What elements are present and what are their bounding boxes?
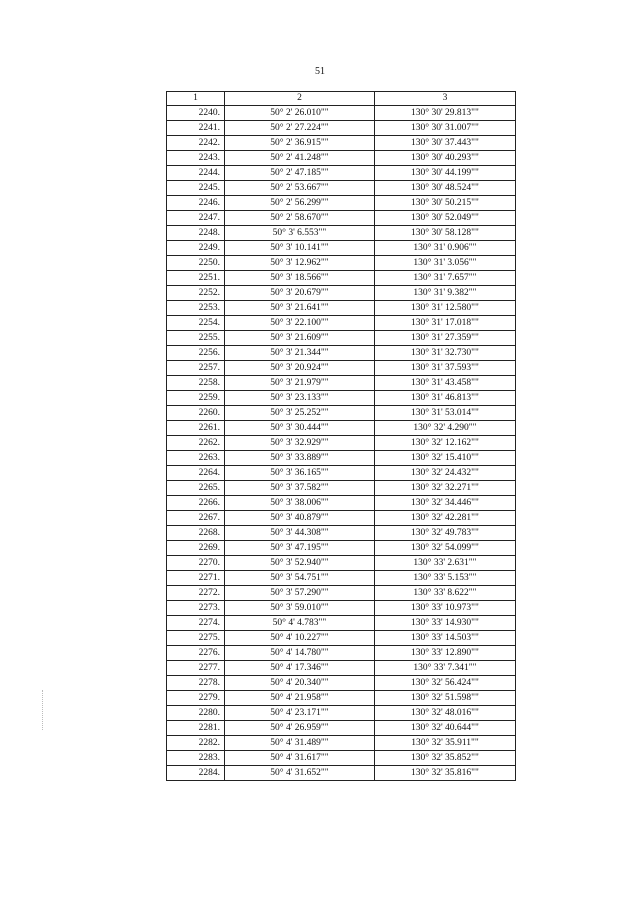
latitude-cell: 50° 3' 21.609"" <box>225 331 375 346</box>
longitude-cell: 130° 31' 37.593"" <box>375 361 516 376</box>
latitude-cell: 50° 2' 47.185"" <box>225 166 375 181</box>
table-row <box>167 661 516 676</box>
longitude-cell: 130° 32' 48.016"" <box>375 706 516 721</box>
longitude-cell: 130° 31' 53.014"" <box>375 406 516 421</box>
longitude-cell: 130° 33' 7.341"" <box>375 661 516 676</box>
point-number-cell: 2261. <box>167 421 225 436</box>
point-number-cell: 2254. <box>167 316 225 331</box>
latitude-cell: 50° 2' 26.010"" <box>225 106 375 121</box>
longitude-cell: 130° 31' 43.458"" <box>375 376 516 391</box>
longitude-cell: 130° 31' 9.382"" <box>375 286 516 301</box>
latitude-cell: 50° 4' 31.652"" <box>225 766 375 781</box>
latitude-cell: 50° 2' 53.667"" <box>225 181 375 196</box>
latitude-cell: 50° 3' 23.133"" <box>225 391 375 406</box>
latitude-cell: 50° 3' 21.979"" <box>225 376 375 391</box>
table-row <box>167 601 516 616</box>
longitude-cell: 130° 32' 35.852"" <box>375 751 516 766</box>
table-row <box>167 121 516 136</box>
point-number-cell: 2273. <box>167 601 225 616</box>
longitude-cell: 130° 32' 42.281"" <box>375 511 516 526</box>
table-row <box>167 286 516 301</box>
latitude-cell: 50° 3' 10.141"" <box>225 241 375 256</box>
table-row <box>167 421 516 436</box>
table-row <box>167 406 516 421</box>
point-number-cell: 2262. <box>167 436 225 451</box>
table-row <box>167 346 516 361</box>
latitude-cell: 50° 3' 22.100"" <box>225 316 375 331</box>
point-number-cell: 2251. <box>167 271 225 286</box>
table-row <box>167 316 516 331</box>
table-row <box>167 211 516 226</box>
longitude-cell: 130° 30' 40.293"" <box>375 151 516 166</box>
latitude-cell: 50° 4' 23.171"" <box>225 706 375 721</box>
point-number-cell: 2270. <box>167 556 225 571</box>
latitude-cell: 50° 2' 36.915"" <box>225 136 375 151</box>
point-number-cell: 2282. <box>167 736 225 751</box>
point-number-cell: 2249. <box>167 241 225 256</box>
latitude-cell: 50° 2' 27.224"" <box>225 121 375 136</box>
latitude-cell: 50° 3' 36.165"" <box>225 466 375 481</box>
point-number-cell: 2276. <box>167 646 225 661</box>
longitude-cell: 130° 31' 0.906"" <box>375 241 516 256</box>
table-row <box>167 586 516 601</box>
table-row <box>167 376 516 391</box>
longitude-cell: 130° 30' 44.199"" <box>375 166 516 181</box>
point-number-cell: 2283. <box>167 751 225 766</box>
table-row <box>167 511 516 526</box>
latitude-cell: 50° 4' 14.780"" <box>225 646 375 661</box>
point-number-cell: 2247. <box>167 211 225 226</box>
table-row <box>167 271 516 286</box>
longitude-cell: 130° 32' 24.432"" <box>375 466 516 481</box>
table-row <box>167 736 516 751</box>
point-number-cell: 2256. <box>167 346 225 361</box>
table-row <box>167 721 516 736</box>
latitude-cell: 50° 4' 4.783"" <box>225 616 375 631</box>
point-number-cell: 2280. <box>167 706 225 721</box>
point-number-cell: 2274. <box>167 616 225 631</box>
column-header-latitude: 2 <box>225 92 375 106</box>
longitude-cell: 130° 33' 5.153"" <box>375 571 516 586</box>
longitude-cell: 130° 31' 27.359"" <box>375 331 516 346</box>
table-row <box>167 541 516 556</box>
point-number-cell: 2278. <box>167 676 225 691</box>
latitude-cell: 50° 4' 31.617"" <box>225 751 375 766</box>
latitude-cell: 50° 3' 20.924"" <box>225 361 375 376</box>
point-number-cell: 2264. <box>167 466 225 481</box>
latitude-cell: 50° 3' 25.252"" <box>225 406 375 421</box>
table-row <box>167 451 516 466</box>
longitude-cell: 130° 32' 54.099"" <box>375 541 516 556</box>
table-header <box>167 92 516 106</box>
point-number-cell: 2267. <box>167 511 225 526</box>
latitude-cell: 50° 4' 21.958"" <box>225 691 375 706</box>
point-number-cell: 2281. <box>167 721 225 736</box>
longitude-cell: 130° 33' 14.503"" <box>375 631 516 646</box>
longitude-cell: 130° 30' 37.443"" <box>375 136 516 151</box>
point-number-cell: 2279. <box>167 691 225 706</box>
latitude-cell: 50° 3' 6.553"" <box>225 226 375 241</box>
longitude-cell: 130° 33' 12.890"" <box>375 646 516 661</box>
latitude-cell: 50° 2' 41.248"" <box>225 151 375 166</box>
longitude-cell: 130° 30' 48.524"" <box>375 181 516 196</box>
latitude-cell: 50° 3' 37.582"" <box>225 481 375 496</box>
longitude-cell: 130° 31' 12.580"" <box>375 301 516 316</box>
table-row <box>167 391 516 406</box>
table-row <box>167 106 516 121</box>
longitude-cell: 130° 32' 51.598"" <box>375 691 516 706</box>
latitude-cell: 50° 4' 20.340"" <box>225 676 375 691</box>
point-number-cell: 2260. <box>167 406 225 421</box>
page-number: 51 <box>315 66 325 77</box>
point-number-cell: 2259. <box>167 391 225 406</box>
table-body <box>167 106 516 781</box>
point-number-cell: 2265. <box>167 481 225 496</box>
longitude-cell: 130° 32' 34.446"" <box>375 496 516 511</box>
point-number-cell: 2243. <box>167 151 225 166</box>
longitude-cell: 130° 32' 15.410"" <box>375 451 516 466</box>
table-row <box>167 151 516 166</box>
table-row <box>167 646 516 661</box>
latitude-cell: 50° 2' 58.670"" <box>225 211 375 226</box>
table-row <box>167 166 516 181</box>
table-row <box>167 436 516 451</box>
latitude-cell: 50° 3' 38.006"" <box>225 496 375 511</box>
table-row <box>167 241 516 256</box>
point-number-cell: 2253. <box>167 301 225 316</box>
point-number-cell: 2244. <box>167 166 225 181</box>
longitude-cell: 130° 30' 31.007"" <box>375 121 516 136</box>
point-number-cell: 2241. <box>167 121 225 136</box>
header-row <box>167 92 516 106</box>
latitude-cell: 50° 3' 40.879"" <box>225 511 375 526</box>
coordinates-table <box>166 91 516 781</box>
table-row <box>167 631 516 646</box>
table-row <box>167 181 516 196</box>
longitude-cell: 130° 32' 4.290"" <box>375 421 516 436</box>
latitude-cell: 50° 3' 18.566"" <box>225 271 375 286</box>
longitude-cell: 130° 33' 2.631"" <box>375 556 516 571</box>
table-row <box>167 331 516 346</box>
latitude-cell: 50° 2' 56.299"" <box>225 196 375 211</box>
latitude-cell: 50° 3' 30.444"" <box>225 421 375 436</box>
table-row <box>167 226 516 241</box>
longitude-cell: 130° 30' 29.813"" <box>375 106 516 121</box>
table-row <box>167 766 516 781</box>
point-number-cell: 2246. <box>167 196 225 211</box>
point-number-cell: 2284. <box>167 766 225 781</box>
point-number-cell: 2272. <box>167 586 225 601</box>
latitude-cell: 50° 3' 54.751"" <box>225 571 375 586</box>
point-number-cell: 2277. <box>167 661 225 676</box>
latitude-cell: 50° 3' 47.195"" <box>225 541 375 556</box>
longitude-cell: 130° 33' 10.973"" <box>375 601 516 616</box>
latitude-cell: 50° 3' 12.962"" <box>225 256 375 271</box>
column-header-longitude: 3 <box>375 92 516 106</box>
point-number-cell: 2255. <box>167 331 225 346</box>
latitude-cell: 50° 3' 21.344"" <box>225 346 375 361</box>
table-row <box>167 361 516 376</box>
point-number-cell: 2275. <box>167 631 225 646</box>
table-row <box>167 496 516 511</box>
longitude-cell: 130° 33' 8.622"" <box>375 586 516 601</box>
longitude-cell: 130° 32' 32.271"" <box>375 481 516 496</box>
longitude-cell: 130° 31' 32.730"" <box>375 346 516 361</box>
latitude-cell: 50° 3' 44.308"" <box>225 526 375 541</box>
longitude-cell: 130° 32' 12.162"" <box>375 436 516 451</box>
longitude-cell: 130° 32' 49.783"" <box>375 526 516 541</box>
margin-mark <box>42 690 44 730</box>
latitude-cell: 50° 3' 32.929"" <box>225 436 375 451</box>
latitude-cell: 50° 3' 59.010"" <box>225 601 375 616</box>
longitude-cell: 130° 31' 46.813"" <box>375 391 516 406</box>
column-header-point: 1 <box>167 92 225 106</box>
point-number-cell: 2268. <box>167 526 225 541</box>
table-row <box>167 751 516 766</box>
point-number-cell: 2257. <box>167 361 225 376</box>
point-number-cell: 2266. <box>167 496 225 511</box>
longitude-cell: 130° 32' 35.816"" <box>375 766 516 781</box>
table-row <box>167 301 516 316</box>
latitude-cell: 50° 3' 52.940"" <box>225 556 375 571</box>
longitude-cell: 130° 30' 52.049"" <box>375 211 516 226</box>
latitude-cell: 50° 4' 17.346"" <box>225 661 375 676</box>
table-row <box>167 556 516 571</box>
longitude-cell: 130° 30' 58.128"" <box>375 226 516 241</box>
table-row <box>167 196 516 211</box>
point-number-cell: 2240. <box>167 106 225 121</box>
table-row <box>167 691 516 706</box>
latitude-cell: 50° 4' 31.489"" <box>225 736 375 751</box>
point-number-cell: 2271. <box>167 571 225 586</box>
longitude-cell: 130° 31' 7.657"" <box>375 271 516 286</box>
longitude-cell: 130° 33' 14.930"" <box>375 616 516 631</box>
latitude-cell: 50° 3' 57.290"" <box>225 586 375 601</box>
table-row <box>167 526 516 541</box>
point-number-cell: 2269. <box>167 541 225 556</box>
point-number-cell: 2245. <box>167 181 225 196</box>
longitude-cell: 130° 32' 56.424"" <box>375 676 516 691</box>
table-row <box>167 571 516 586</box>
table-row <box>167 136 516 151</box>
point-number-cell: 2263. <box>167 451 225 466</box>
table-row <box>167 481 516 496</box>
table-row <box>167 256 516 271</box>
table-row <box>167 466 516 481</box>
longitude-cell: 130° 31' 3.056"" <box>375 256 516 271</box>
table-row <box>167 706 516 721</box>
latitude-cell: 50° 3' 33.889"" <box>225 451 375 466</box>
latitude-cell: 50° 3' 21.641"" <box>225 301 375 316</box>
point-number-cell: 2258. <box>167 376 225 391</box>
point-number-cell: 2252. <box>167 286 225 301</box>
longitude-cell: 130° 32' 40.644"" <box>375 721 516 736</box>
point-number-cell: 2248. <box>167 226 225 241</box>
latitude-cell: 50° 4' 10.227"" <box>225 631 375 646</box>
longitude-cell: 130° 30' 50.215"" <box>375 196 516 211</box>
table-row <box>167 616 516 631</box>
point-number-cell: 2242. <box>167 136 225 151</box>
latitude-cell: 50° 3' 20.679"" <box>225 286 375 301</box>
table-row <box>167 676 516 691</box>
longitude-cell: 130° 32' 35.911"" <box>375 736 516 751</box>
latitude-cell: 50° 4' 26.959"" <box>225 721 375 736</box>
longitude-cell: 130° 31' 17.018"" <box>375 316 516 331</box>
point-number-cell: 2250. <box>167 256 225 271</box>
